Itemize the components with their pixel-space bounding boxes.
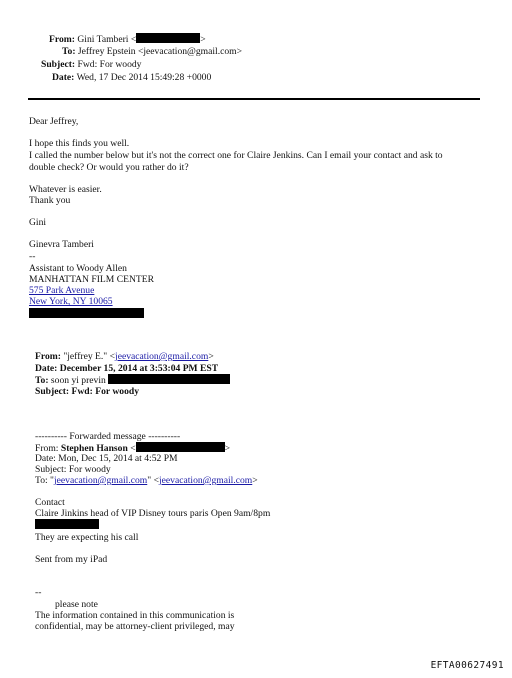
forwarded-contact-label: Contact [35, 497, 65, 508]
redaction-block [136, 442, 225, 452]
redaction-block [136, 33, 200, 43]
header-date-line [52, 72, 211, 83]
signature-street-link[interactable]: 575 Park Avenue [29, 285, 95, 296]
forwarded-note-heading: please note [55, 599, 98, 610]
header-from-label: From: [49, 34, 75, 45]
quoted-date-value: December 15, 2014 at 3:53:04 PM EST [59, 363, 219, 374]
quoted-from-value: "jeffrey E." < [63, 351, 116, 362]
quoted-subject-value: Fwd: For woody [71, 386, 140, 397]
body-greeting: Dear Jeffrey, [29, 116, 79, 127]
signature-title: Assistant to Woody Allen [29, 263, 127, 274]
forwarded-expecting: They are expecting his call [35, 532, 139, 543]
bates-number: EFTA00627491 [430, 660, 504, 671]
header-subject-line [41, 59, 141, 70]
body-line: I hope this finds you well. [29, 138, 130, 149]
header-to-line [62, 46, 242, 57]
signature-redaction [29, 308, 144, 320]
quoted-from-line: From: "jeffrey E." <jeevacation@gmail.com> [35, 351, 214, 362]
forwarded-from-name: Stephen Hanson [60, 443, 128, 454]
forwarded-to-link[interactable]: jeevacation@gmail.com [158, 475, 253, 486]
quoted-date-label: Date: [35, 363, 58, 374]
forwarded-subject: Subject: For woody [35, 464, 111, 475]
forwarded-note-line: confidential, may be attorney-client privileged, may [35, 621, 235, 632]
forwarded-from-line: From: Stephen Hanson < > [35, 443, 231, 454]
signature-company: MANHATTAN FILM CENTER [29, 274, 155, 285]
quoted-from-label: From: [35, 351, 61, 362]
forwarded-note-line: The information contained in this communication is [35, 610, 235, 621]
forwarded-from-label: From: [35, 443, 59, 454]
header-from-name: Gini Tamberi < [77, 34, 137, 45]
forwarded-to-link[interactable]: jeevacation@gmail.com [53, 475, 148, 486]
body-line: double check? Or would you rather do it? [29, 162, 189, 173]
quoted-to-label: To: [35, 375, 49, 386]
body-line: Thank you [29, 195, 71, 206]
header-divider [28, 98, 480, 100]
forwarded-date: Date: Mon, Dec 15, 2014 at 4:52 PM [35, 453, 178, 464]
body-line: Whatever is easier. [29, 184, 102, 195]
quoted-to-line [35, 374, 230, 386]
redaction-block [108, 374, 230, 384]
header-subject-value: Fwd: For woody [77, 59, 142, 70]
header-to-value: Jeffrey Epstein <jeevacation@gmail.com> [77, 46, 243, 57]
signature-city-link[interactable]: New York, NY 10065 [29, 296, 113, 307]
header-subject-label: Subject: [41, 59, 76, 70]
forwarded-marker: ---------- Forwarded message ---------- [35, 431, 181, 442]
forwarded-sent-from: Sent from my iPad [35, 554, 108, 565]
signature-name: Ginevra Tamberi [29, 239, 94, 250]
forwarded-contact-detail: Claire Jinkins head of VIP Disney tours paris Open 9am/8pm [35, 508, 271, 519]
quoted-subject-line [35, 386, 139, 397]
body-line: I called the number below but it's not the correct one for Claire Jenkins. Can I email your contact and ask to [29, 150, 443, 161]
header-to-label: To: [62, 46, 76, 57]
header-from-line [49, 33, 206, 45]
forwarded-dashes: -- [35, 587, 42, 598]
quoted-to-value: soon yi previn [50, 375, 106, 386]
body-signoff: Gini [29, 217, 47, 228]
header-date-label: Date: [52, 72, 75, 83]
forwarded-to-line: To: "jeevacation@gmail.com" <jeevacation@gmail.com> [35, 475, 258, 486]
forwarded-redaction [35, 519, 99, 531]
quoted-subject-label: Subject: [35, 386, 70, 397]
signature-dashes: -- [29, 251, 36, 262]
header-date-value: Wed, 17 Dec 2014 15:49:28 +0000 [76, 72, 212, 83]
header-from-tail: > [200, 34, 206, 45]
quoted-date-line [35, 363, 218, 374]
quoted-from-email-link[interactable]: jeevacation@gmail.com [115, 351, 209, 362]
